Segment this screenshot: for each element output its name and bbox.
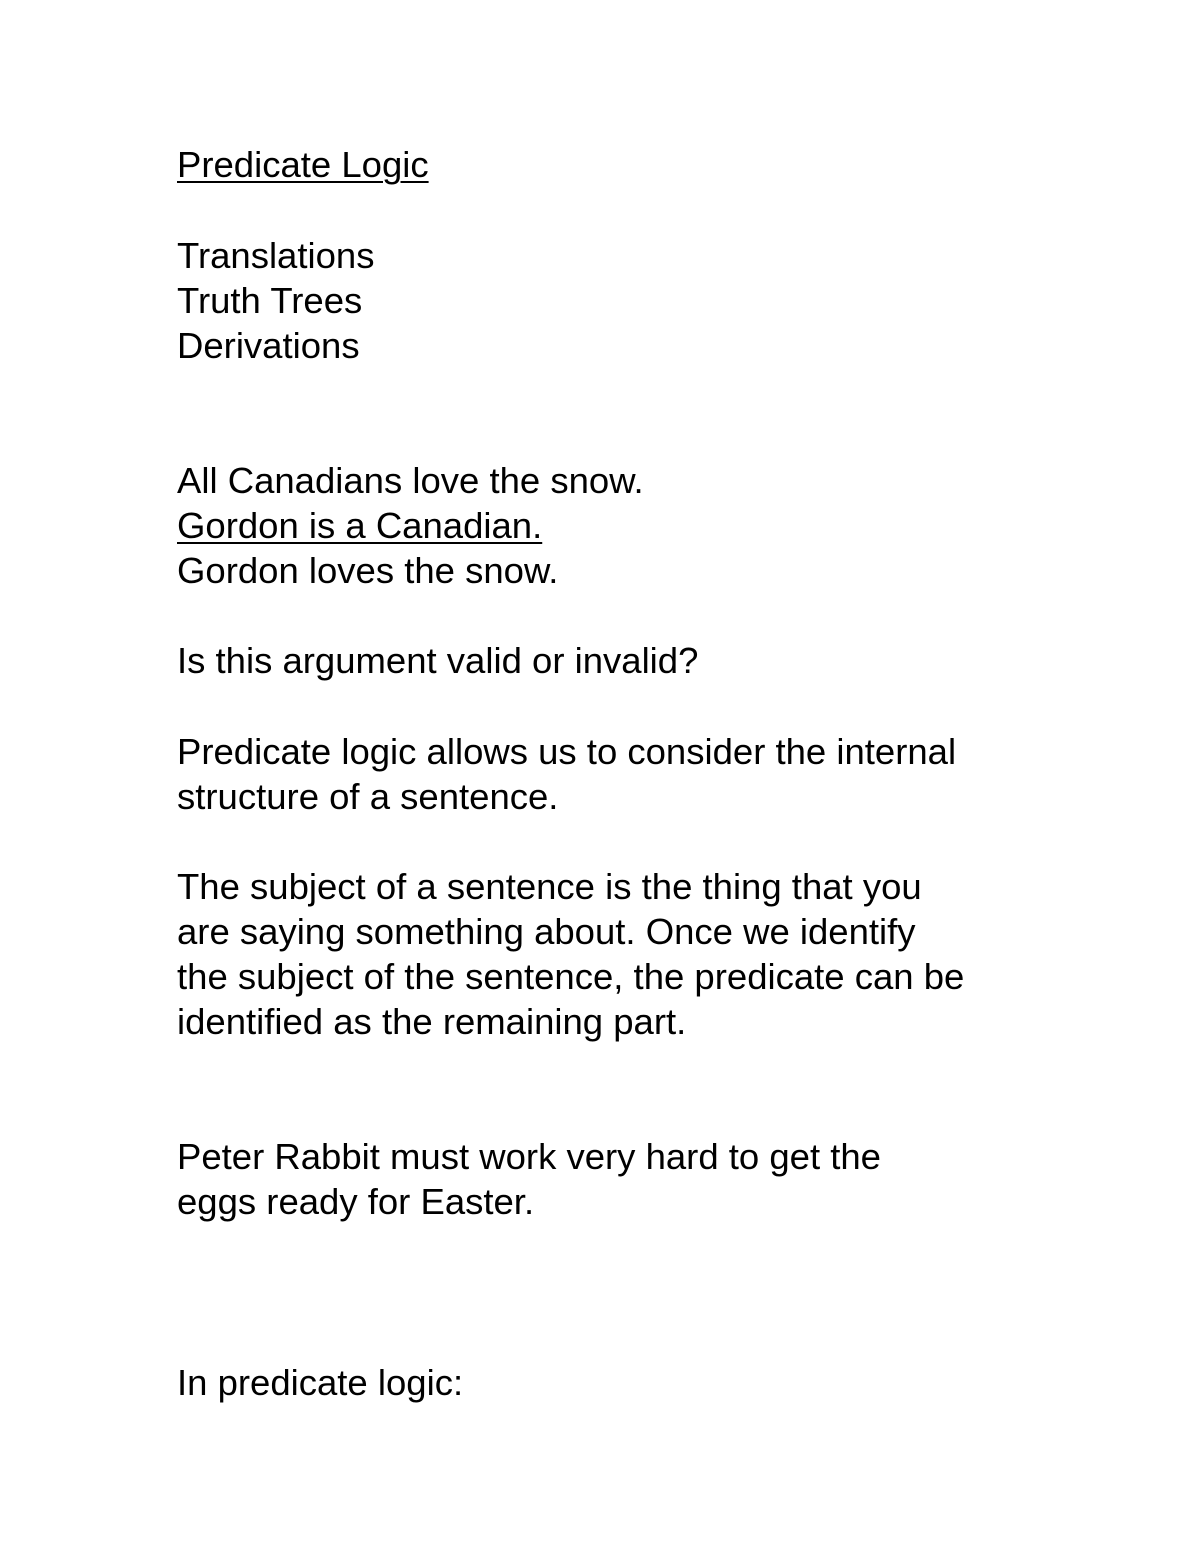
argument-premise-2: Gordon is a Canadian. (177, 505, 543, 546)
argument-premise-1: All Canadians love the snow. (177, 460, 644, 501)
paragraph-1-line-1: Predicate logic allows us to consider the internal (177, 731, 957, 772)
paragraph-1-line-2: structure of a sentence. (177, 776, 559, 817)
validity-question: Is this argument valid or invalid? (177, 640, 699, 681)
example-line-2: eggs ready for Easter. (177, 1181, 535, 1222)
topic-translations: Translations (177, 235, 375, 276)
page-title: Predicate Logic (177, 144, 429, 185)
topic-derivations: Derivations (177, 325, 360, 366)
example-line-1: Peter Rabbit must work very hard to get the (177, 1136, 881, 1177)
paragraph-2-line-2: are saying something about. Once we identify (177, 911, 916, 952)
argument-conclusion: Gordon loves the snow. (177, 550, 559, 591)
paragraph-2-line-3: the subject of the sentence, the predicate can be (177, 956, 965, 997)
paragraph-2-line-4: identified as the remaining part. (177, 1001, 687, 1042)
closing-heading: In predicate logic: (177, 1362, 464, 1403)
topic-truth-trees: Truth Trees (177, 280, 363, 321)
paragraph-2-line-1: The subject of a sentence is the thing that you (177, 866, 922, 907)
